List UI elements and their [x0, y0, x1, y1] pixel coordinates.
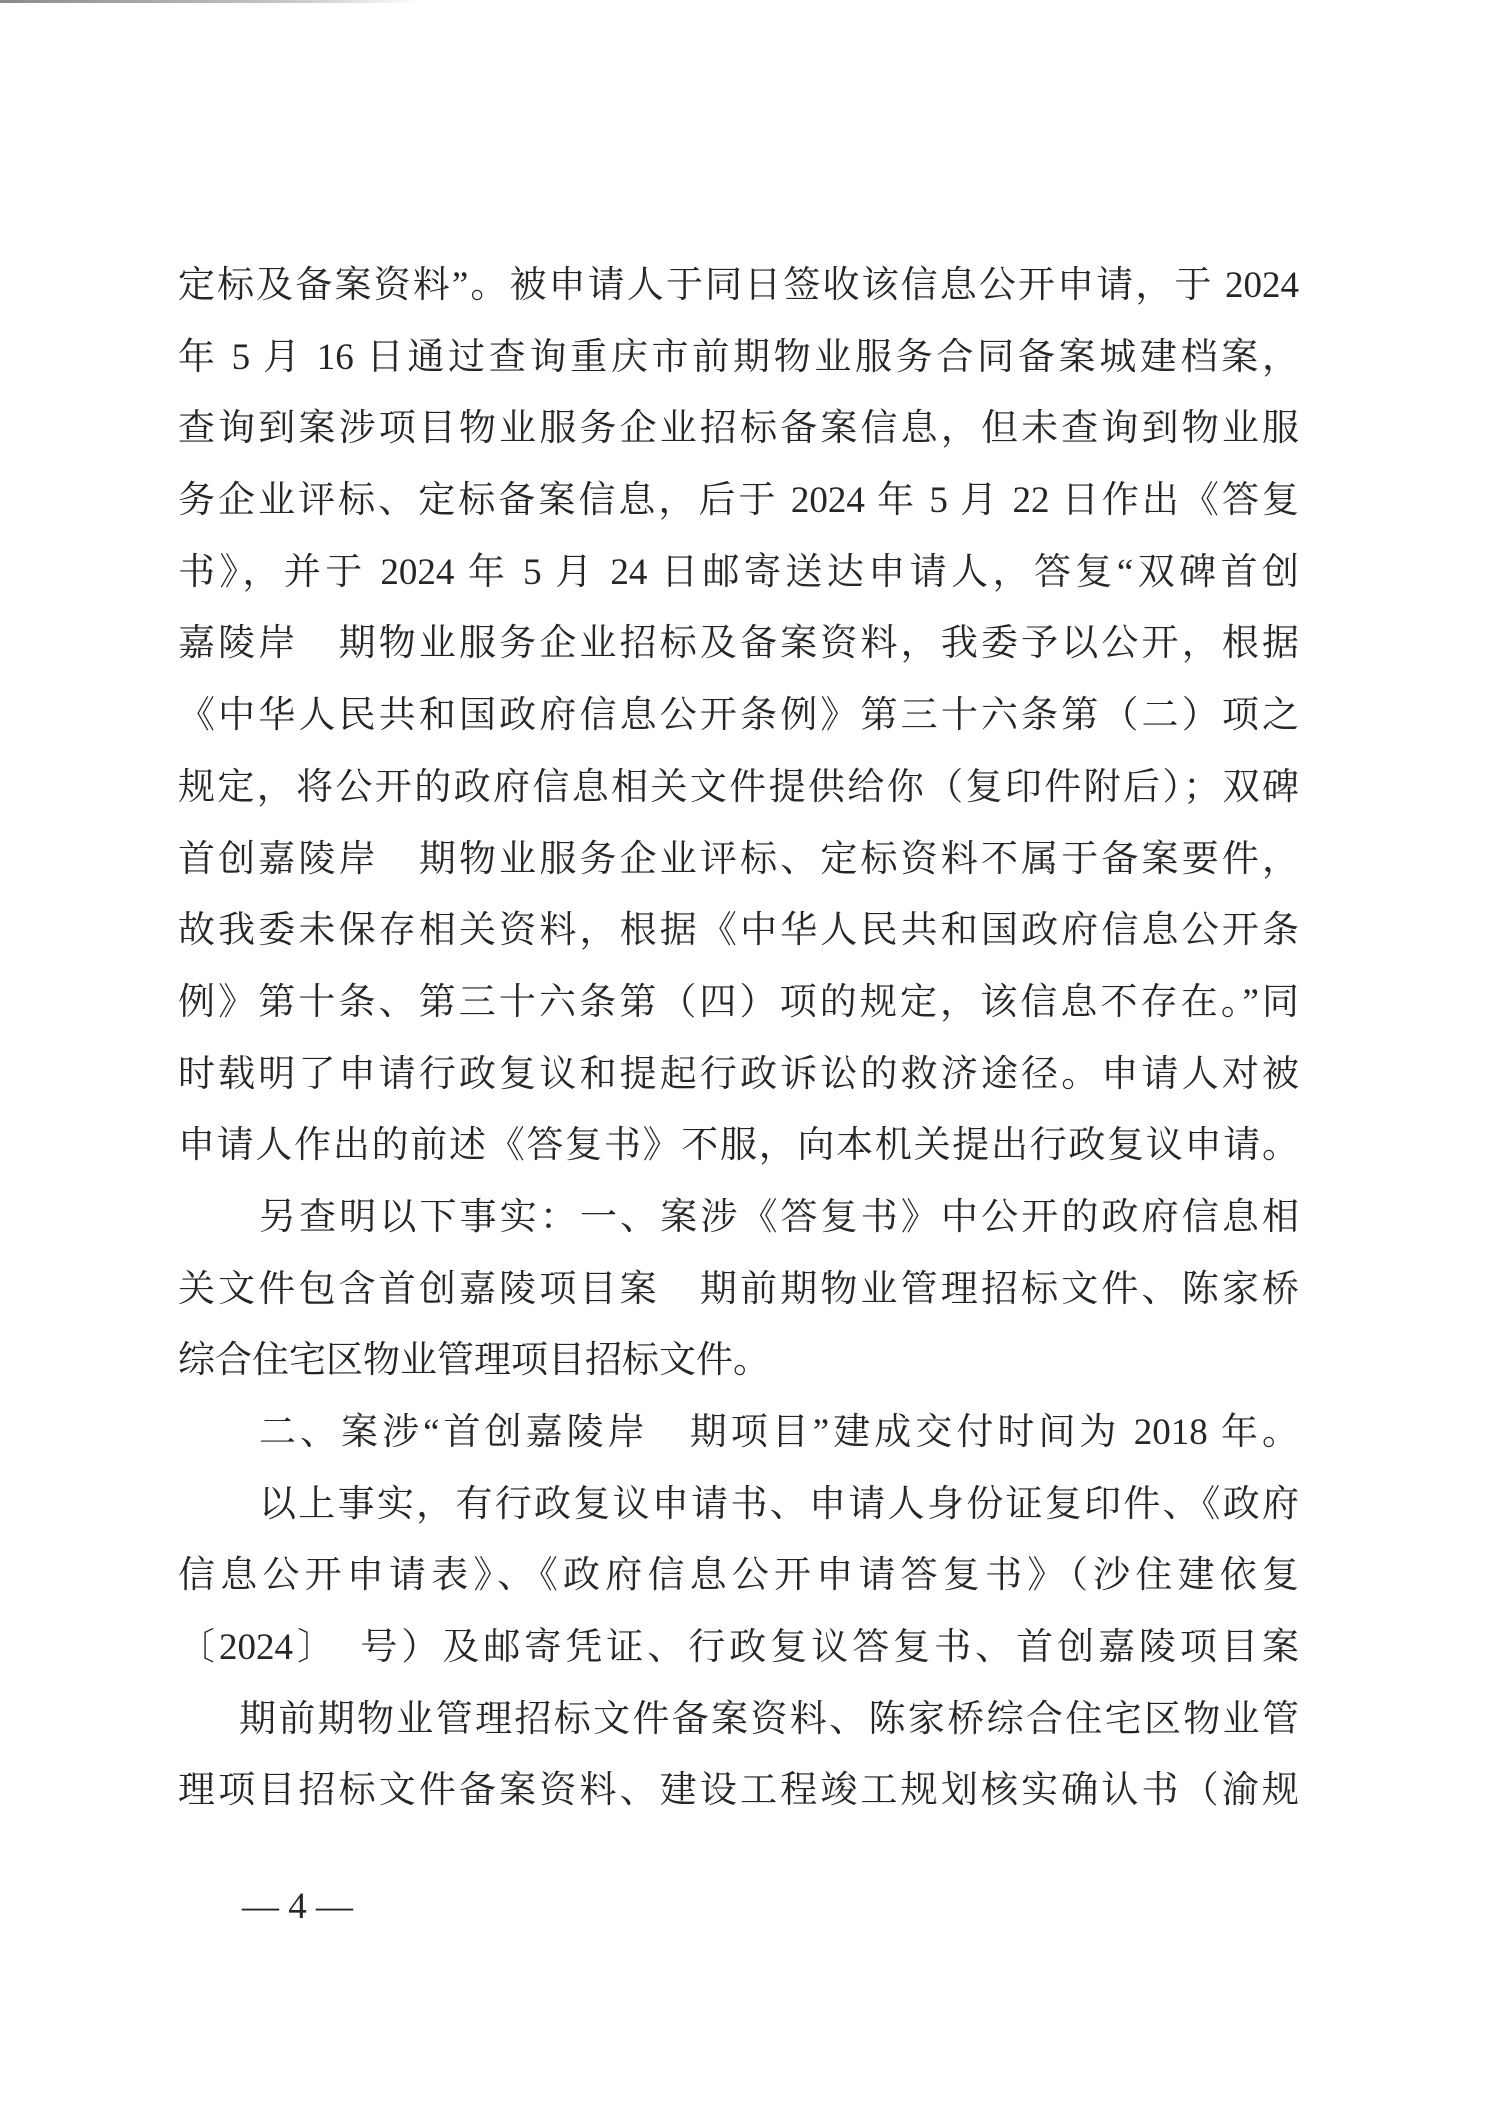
text-line: 年 5 月 16 日通过查询重庆市前期物业服务合同备案城建档案，: [178, 336, 1299, 378]
text-line: 期前期物业管理招标文件备案资料、陈家桥综合住宅区物业管: [239, 1698, 1299, 1740]
text-line: 务企业评标、定标备案信息，后于 2024 年 5 月 22 日作出《答复: [178, 480, 1299, 522]
text-line: 定标及备案资料”。被申请人于同日签收该信息公开申请，于 2024: [178, 265, 1299, 306]
paragraph-last-line: 综合住宅区物业管理项目招标文件。: [178, 1340, 770, 1382]
text-line: 书》，并于 2024 年 5 月 24 日邮寄送达申请人，答复“双碑首创: [178, 551, 1299, 593]
page-number: — 4 —: [242, 1886, 353, 1927]
paragraph-first-line: 另查明以下事实：一、案涉《答复书》中公开的政府信息相: [259, 1196, 1299, 1238]
text-line: 查询到案涉项目物业服务企业招标备案信息，但未查询到物业服: [178, 408, 1299, 450]
text-line: 嘉陵岸 期物业服务企业招标及备案资料，我委予以公开，根据: [178, 623, 1299, 665]
paragraph-first-line: 二、案涉“首创嘉陵岸 期项目”建成交付时间为 2018 年。: [259, 1412, 1299, 1453]
text-line: 例》第十条、第三十六条第（四）项的规定，该信息不存在。”同: [178, 981, 1299, 1023]
text-line: 时载明了申请行政复议和提起行政诉讼的救济途径。申请人对被: [178, 1053, 1299, 1095]
text-line: 《中华人民共和国政府信息公开条例》第三十六条第（二）项之: [178, 695, 1299, 737]
document-body: [178, 250, 1299, 1827]
text-line: 理项目招标文件备案资料、建设工程竣工规划核实确认书（渝规: [178, 1770, 1299, 1812]
text-line: 关文件包含首创嘉陵项目案 期前期物业管理招标文件、陈家桥: [178, 1268, 1299, 1310]
paragraph-first-line: 以上事实，有行政复议申请书、申请人身份证复印件、《政府: [259, 1483, 1299, 1525]
text-line: 申请人作出的前述《答复书》不服，向本机关提出行政复议申请。: [178, 1125, 1299, 1167]
scan-edge-line: [0, 0, 420, 3]
text-line: 〔2024〕 号）及邮寄凭证、行政复议答复书、首创嘉陵项目案: [178, 1627, 1299, 1669]
text-line: 故我委未保存相关资料，根据《中华人民共和国政府信息公开条: [178, 910, 1299, 952]
text-line: 首创嘉陵岸 期物业服务企业评标、定标资料不属于备案要件，: [178, 838, 1299, 880]
text-line: 规定，将公开的政府信息相关文件提供给你（复印件附后）；双碑: [178, 766, 1299, 808]
text-line: 信息公开申请表》、《政府信息公开申请答复书》（沙住建依复: [178, 1555, 1299, 1597]
